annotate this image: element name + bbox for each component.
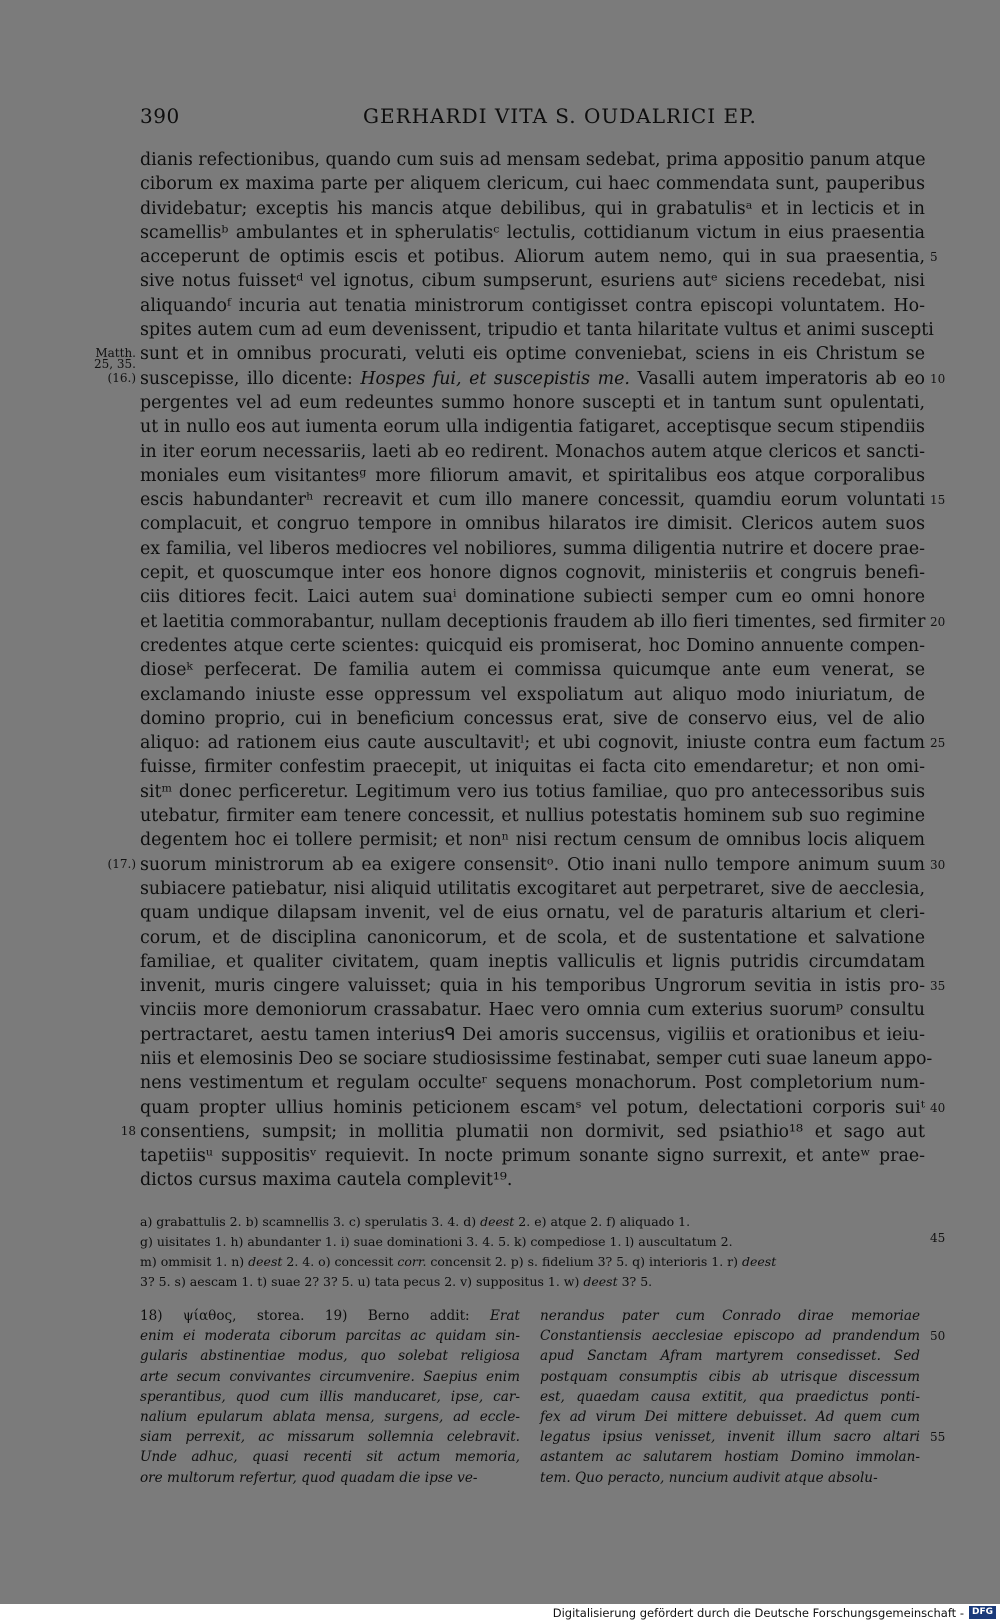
text-line: utebatur, firmiter eam tenere concessit, et nullius potestatis hominem sub suo regimine bbox=[140, 806, 925, 827]
dfg-logo: DFG bbox=[969, 1606, 996, 1619]
apparatus-line: m) ommisit 1. n) deest 2. 4. o) concessit corr. concensit 2. p) s. fidelium 3? 5. q) interioris 1. r) deest bbox=[140, 1254, 777, 1269]
line-number: 5 bbox=[930, 250, 938, 265]
note-line: astantem ac salutarem hostiam Domino immolan- bbox=[540, 1449, 920, 1466]
text-line: dividebatur; exceptis his mancis atque debilibus, qui in grabatulisᵃ et in lecticis et in bbox=[140, 198, 925, 219]
line-number: 30 bbox=[930, 857, 946, 872]
text-line: niis et elemosinis Deo se sociare studiosissime festinabat, semper cuti suae laneum appo- bbox=[140, 1048, 933, 1069]
text-line: sive notus fuissetᵈ vel ignotus, cibum sumpserunt, esuriens autᵉ siciens recedebat, nisi bbox=[140, 271, 925, 292]
text-line: dioseᵏ perfecerat. De familia autem ei commissa quicumque ante eum venerat, se bbox=[140, 660, 925, 681]
apparatus-line: 3? 5. s) aescam 1. t) suae 2? 3? 5. u) tata pecus 2. v) suppositus 1. w) deest 3? 5. bbox=[140, 1274, 653, 1289]
note-line: legatus ipsius venisset, invenit illum sacro altari bbox=[540, 1429, 920, 1446]
line-number: 50 bbox=[930, 1329, 946, 1344]
text-line: ciis ditiores fecit. Laici autem suaⁱ dominatione subiecti semper cum eo omni honore bbox=[140, 587, 925, 608]
text-line: ex familia, vel liberos mediocres vel nobiliores, summa diligentia nutrire et docere prae- bbox=[140, 538, 925, 559]
text-line: scamellisᵇ ambulantes et in spherulatisᶜ lectulis, cottidianum victum in eius praesentia bbox=[140, 222, 925, 243]
text-line: et laetitia commorabantur, nullam deceptionis fraudem ab illo fieri timentes, sed firmiter bbox=[140, 611, 926, 632]
text-line: spites autem cum ad eum devenissent, tripudio et tanta hilaritate vultus et animi suscepti bbox=[140, 320, 934, 341]
line-number: 15 bbox=[930, 493, 946, 508]
critical-apparatus bbox=[140, 1212, 940, 1292]
explanatory-notes bbox=[140, 1306, 925, 1506]
line-number: 55 bbox=[930, 1430, 946, 1445]
text-line: aliquandoᶠ incuria aut tenatia ministrorum contigisset contra episcopi voluntatem. Ho- bbox=[140, 295, 925, 316]
text-line: exclamando iniuste esse oppressum vel exspoliatum aut aliquo modo iniuriatum, de bbox=[140, 684, 925, 705]
text-line: quam propter ullius hominis peticionem escamˢ vel potum, delectationi corporis suiᵗ bbox=[140, 1097, 925, 1118]
text-line: domino proprio, cui in beneficium concessus erat, sive de conservo eius, vel de alio bbox=[140, 708, 925, 729]
text-line: nens vestimentum et regulam occulteʳ sequens monachorum. Post completorium num- bbox=[140, 1073, 925, 1094]
note-line: Unde adhuc, quasi recenti sit actum memoria, bbox=[140, 1449, 520, 1466]
text-line: pergentes vel ad eum redeuntes summo honore suscepti et in tantum sunt opulentati, bbox=[140, 392, 925, 413]
margin-reference: 18 bbox=[120, 1124, 136, 1138]
text-line: suorum ministrorum ab ea exigere consensitᵒ. Otio inani nullo tempore animum suum bbox=[140, 854, 925, 875]
note-line: apud Sanctam Afram martyrem consedisset. Sed bbox=[540, 1348, 920, 1365]
apparatus-line-number: 45 bbox=[930, 1231, 946, 1245]
text-line: ciborum ex maxima parte per aliquem clericum, cui haec commendata sunt, pauperibus bbox=[140, 174, 925, 195]
text-line: pertractaret, aestu tamen interiusᑫ Dei amoris succensus, vigiliis et orationibus et ieiu- bbox=[140, 1024, 925, 1045]
main-text-block bbox=[140, 148, 934, 1193]
note-line: sperantibus, quod cum illis manducaret, ipse, car- bbox=[140, 1388, 520, 1405]
note-line: postquam consumptis cibis ab utrisque discessum bbox=[540, 1368, 920, 1385]
notes-column-right bbox=[540, 1306, 920, 1488]
text-line: aliquo: ad rationem eius caute auscultavitˡ; et ubi cognovit, iniuste contra eum factum bbox=[140, 733, 925, 754]
note-line: Constantiensis aecclesiae episcopo ad prandendum bbox=[540, 1328, 920, 1345]
text-line: quam undique dilapsam invenit, vel de eius ornatu, vel de paraturis altarium et cleri- bbox=[140, 903, 925, 924]
page-header bbox=[140, 104, 920, 134]
text-line: escis habundanterʰ recreavit et cum illo manere concessit, quamdiu eorum voluntati bbox=[140, 490, 925, 511]
text-line: cepit, et quoscumque inter eos honore dignos cognovit, ministeriis et congruis benefi- bbox=[140, 563, 925, 584]
text-line: vinciis more demoniorum crassabatur. Haec vero omnia cum exterius suorumᵖ consultu bbox=[140, 1000, 925, 1021]
note-line: nerandus pater cum Conrado dirae memoriae bbox=[540, 1308, 920, 1324]
running-title: GERHARDI VITA S. OUDALRICI EP. bbox=[363, 104, 757, 128]
margin-reference: 25, 35. bbox=[94, 357, 136, 372]
text-line: familiae, et qualiter civitatem, quam ineptis valliculis et lignis putridis circumdatam bbox=[140, 951, 925, 972]
text-line: acceperunt de optimis escis et potibus. Aliorum autem nemo, qui in sua praesentia, bbox=[140, 247, 925, 268]
text-line: suscepisse, illo dicente: Hospes fui, et suscepistis me. Vasalli autem imperatoris ab eo bbox=[140, 368, 926, 389]
margin-reference: (17.) bbox=[107, 856, 136, 871]
text-line: credentes atque certe scientes: quicquid eis promiserat, hoc Domino annuente compen- bbox=[140, 635, 925, 656]
text-line: tapetiisᵘ suppositisᵛ requievit. In nocte primum sonante signo surrexit, et anteʷ prae- bbox=[140, 1146, 925, 1167]
note-line: ore multorum refertur, quod quadam die ipse ve- bbox=[140, 1469, 478, 1486]
apparatus-line: a) grabattulis 2. b) scamnellis 3. c) sperulatis 3. 4. d) deest 2. e) atque 2. f) aliquado 1. bbox=[140, 1214, 691, 1229]
margin-reference: Matth. bbox=[95, 346, 136, 361]
text-line: fuisse, firmiter confestim praecepit, ut iniquitas ei facta cito emendaretur; et non omi- bbox=[140, 757, 925, 778]
text-line: moniales eum visitantesᵍ more filiorum amavit, et spiritalibus eos atque corporalibus bbox=[140, 465, 925, 486]
text-line: subiacere patiebatur, nisi aliquid utilitatis excogitaret aut perpetraret, sive de aecclesia, bbox=[140, 878, 925, 899]
digitization-footer bbox=[0, 1604, 1000, 1622]
text-line: consentiens, sumpsit; in mollitia plumatii non dormivit, sed psiathio¹⁸ et sago aut bbox=[140, 1121, 925, 1142]
text-line: invenit, muris cingere valuisset; quia in his temporibus Ungrorum sevitia in istis pro- bbox=[140, 976, 925, 997]
note-line: enim ei moderata ciborum parcitas ac quidam sin- bbox=[140, 1328, 520, 1345]
line-number: 40 bbox=[930, 1100, 946, 1115]
text-line: degentem hoc ei tollere permisit; et nonⁿ nisi rectum censum de omnibus locis aliquem bbox=[140, 830, 925, 851]
text-line: sunt et in omnibus procurati, veluti eis optime conveniebat, sciens in eis Christum se bbox=[140, 344, 925, 365]
note-line: arte secum convivantes circumvenire. Saepius enim bbox=[140, 1368, 520, 1385]
digitization-credit: Digitalisierung gefördert durch die Deutsche Forschungsgemeinschaft - bbox=[552, 1606, 964, 1620]
page-number: 390 bbox=[140, 104, 180, 128]
line-number: 10 bbox=[930, 371, 946, 386]
margin-reference: (16.) bbox=[107, 370, 136, 385]
text-line: corum, et de disciplina canonicorum, et de scola, et de sustentatione et salvatione bbox=[140, 927, 925, 948]
text-line: dianis refectionibus, quando cum suis ad mensam sedebat, prima appositio panum atque bbox=[140, 150, 926, 170]
line-number: 25 bbox=[930, 736, 946, 751]
text-line: complacuit, et congruo tempore in omnibus hilaratos ire dimisit. Clericos autem suos bbox=[140, 514, 925, 535]
text-line: sitᵐ donec perficeretur. Legitimum vero ius totius familiae, quo pro antecessoribus suis bbox=[140, 781, 925, 802]
line-number: 35 bbox=[930, 979, 946, 994]
apparatus-line: g) uisitates 1. h) abundanter 1. i) suae dominationi 3. 4. 5. k) compediose 1. l) auscultatum 2. bbox=[140, 1234, 733, 1249]
text-line: ut in nullo eos aut iumenta eorum ulla indigentia fatigaret, acceptisque secum stipendiis bbox=[140, 417, 925, 438]
note-line: tem. Quo peracto, nuncium audivit atque absolu- bbox=[540, 1469, 878, 1486]
text-line: dictos cursus maxima cautela complevit¹⁹. bbox=[140, 1170, 513, 1191]
line-number: 20 bbox=[930, 614, 946, 629]
note-line: nalium epularum ablata mensa, surgens, ad eccle- bbox=[140, 1409, 520, 1426]
notes-column-left bbox=[140, 1306, 520, 1488]
note-line: 18) ψίαθος, storea. 19) Berno addit: Erat bbox=[140, 1308, 520, 1324]
note-line: fex ad virum Dei mittere debuisset. Ad quem cum bbox=[540, 1409, 920, 1426]
note-line: gularis abstinentiae modus, quo solebat religiosa bbox=[140, 1348, 520, 1365]
note-line: est, quaedam causa extitit, qua praedictus ponti- bbox=[540, 1388, 920, 1405]
text-line: in iter eorum necessariis, laeti ab eo redirent. Monachos autem atque clericos et sancti- bbox=[140, 441, 925, 462]
note-line: siam perrexit, ac missarum sollemnia celebravit. bbox=[140, 1429, 520, 1446]
